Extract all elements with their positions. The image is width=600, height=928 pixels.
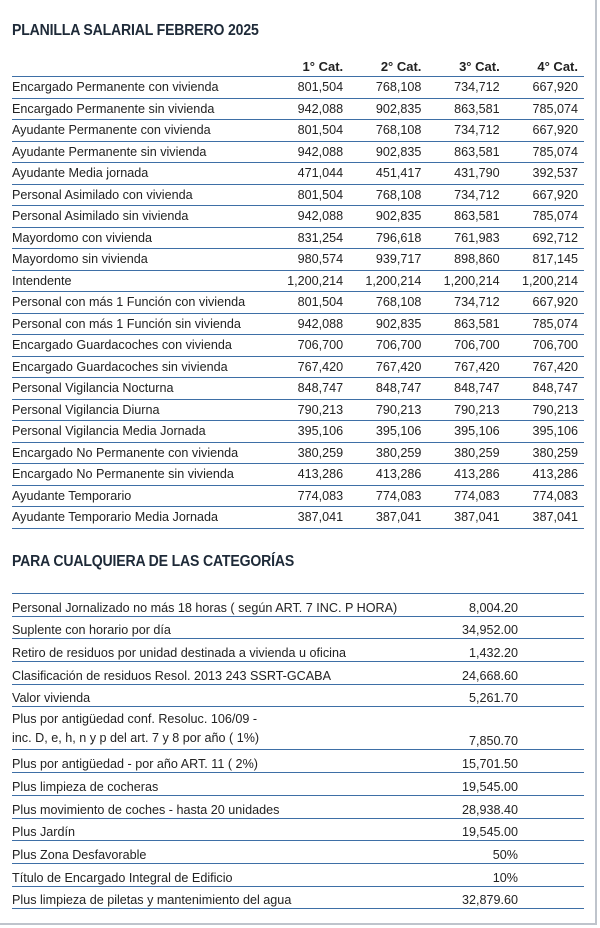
concept-value: 10% xyxy=(442,863,518,886)
salary-cat-2: 768,108 xyxy=(349,184,427,206)
salary-cat-3: 734,712 xyxy=(427,120,505,142)
table-row xyxy=(12,818,584,841)
salary-cat-2: 413,286 xyxy=(349,464,427,486)
salary-cat-4: 395,106 xyxy=(506,421,584,443)
table-row xyxy=(12,886,584,909)
row-label: Personal con más 1 Función sin vivienda xyxy=(12,313,271,335)
salary-cat-3: 848,747 xyxy=(427,378,505,400)
row-label: Ayudante Temporario Media Jornada xyxy=(12,507,271,529)
salary-cat-3: 863,581 xyxy=(427,141,505,163)
salary-cat-3: 790,213 xyxy=(427,399,505,421)
concept-value: 28,938.40 xyxy=(442,795,518,818)
salary-cat-4: 667,920 xyxy=(506,292,584,314)
salary-cat-4: 785,074 xyxy=(506,141,584,163)
salary-cat-1: 767,420 xyxy=(271,356,349,378)
salary-cat-2: 902,835 xyxy=(349,98,427,120)
salary-cat-2: 790,213 xyxy=(349,399,427,421)
concept-label: Valor vivienda xyxy=(12,684,442,707)
row-label: Personal con más 1 Función con vivienda xyxy=(12,292,271,314)
concept-label: Plus limpieza de cocheras xyxy=(12,773,442,796)
table-row xyxy=(12,270,584,292)
concept-label: Suplente con horario por día xyxy=(12,616,442,639)
salary-cat-4: 387,041 xyxy=(506,507,584,529)
table-row xyxy=(12,662,584,685)
header-cat-1: 1° Cat. xyxy=(271,56,349,77)
salary-cat-4: 706,700 xyxy=(506,335,584,357)
spacer-cell xyxy=(518,818,584,841)
salary-cat-1: 801,504 xyxy=(271,184,349,206)
salary-cat-4: 774,083 xyxy=(506,485,584,507)
salary-cat-1: 848,747 xyxy=(271,378,349,400)
table-row xyxy=(12,120,584,142)
table-row xyxy=(12,335,584,357)
table-row xyxy=(12,356,584,378)
all-categories-table xyxy=(12,593,584,909)
salary-cat-1: 801,504 xyxy=(271,77,349,99)
salary-cat-3: 734,712 xyxy=(427,77,505,99)
concept-label: Personal Jornalizado no más 18 horas ( según ART. 7 INC. P HORA) xyxy=(12,594,442,617)
table-row xyxy=(12,206,584,228)
table-row xyxy=(12,163,584,185)
salary-cat-4: 785,074 xyxy=(506,206,584,228)
table-row xyxy=(12,863,584,886)
salary-cat-2: 768,108 xyxy=(349,77,427,99)
table-row xyxy=(12,313,584,335)
salary-cat-3: 734,712 xyxy=(427,184,505,206)
spacer-cell xyxy=(518,639,584,662)
header-cat-4: 4° Cat. xyxy=(506,56,584,77)
concept-label: Plus Zona Desfavorable xyxy=(12,841,442,864)
salary-cat-1: 413,286 xyxy=(271,464,349,486)
table-row xyxy=(12,292,584,314)
row-label: Intendente xyxy=(12,270,271,292)
table-row xyxy=(12,399,584,421)
header-label-col xyxy=(12,56,271,77)
concept-value: 8,004.20 xyxy=(442,594,518,617)
salary-cat-3: 761,983 xyxy=(427,227,505,249)
salary-cat-1: 831,254 xyxy=(271,227,349,249)
table-row xyxy=(12,77,584,99)
concept-label xyxy=(12,707,442,750)
salary-cat-4: 848,747 xyxy=(506,378,584,400)
salary-cat-3: 863,581 xyxy=(427,206,505,228)
table-row xyxy=(12,594,584,617)
table-row xyxy=(12,707,584,750)
concept-label: Título de Encargado Integral de Edificio xyxy=(12,863,442,886)
table-row xyxy=(12,378,584,400)
row-label: Personal Vigilancia Nocturna xyxy=(12,378,271,400)
concept-label: Plus por antigüedad - por año ART. 11 ( 2%) xyxy=(12,750,442,773)
header-cat-2: 2° Cat. xyxy=(349,56,427,77)
spacer-cell xyxy=(518,795,584,818)
salary-cat-2: 380,259 xyxy=(349,442,427,464)
row-label: Personal Asimilado con vivienda xyxy=(12,184,271,206)
table-row xyxy=(12,795,584,818)
table-row xyxy=(12,841,584,864)
table-row xyxy=(12,750,584,773)
salary-cat-4: 790,213 xyxy=(506,399,584,421)
all-categories-title: PARA CUALQUIERA DE LAS CATEGORÍAS xyxy=(12,553,295,570)
salary-cat-1: 706,700 xyxy=(271,335,349,357)
concept-label-line-2: inc. D, e, h, n y p del art. 7 y 8 por año ( 1%) xyxy=(12,731,260,746)
concept-value: 5,261.70 xyxy=(442,684,518,707)
table-row xyxy=(12,639,584,662)
spacer-cell xyxy=(518,662,584,685)
salary-cat-1: 471,044 xyxy=(271,163,349,185)
concept-value: 34,952.00 xyxy=(442,616,518,639)
table-row xyxy=(12,485,584,507)
salary-cat-3: 387,041 xyxy=(427,507,505,529)
concept-value: 50% xyxy=(442,841,518,864)
salary-cat-2: 387,041 xyxy=(349,507,427,529)
table-row xyxy=(12,184,584,206)
table-row xyxy=(12,684,584,707)
spacer-cell xyxy=(518,750,584,773)
table-row xyxy=(12,442,584,464)
concept-value: 1,432.20 xyxy=(442,639,518,662)
salary-cat-4: 817,145 xyxy=(506,249,584,271)
row-label: Encargado Guardacoches sin vivienda xyxy=(12,356,271,378)
row-label: Encargado Permanente sin vivienda xyxy=(12,98,271,120)
row-label: Encargado Guardacoches con vivienda xyxy=(12,335,271,357)
salary-cat-4: 767,420 xyxy=(506,356,584,378)
salary-cat-3: 413,286 xyxy=(427,464,505,486)
salary-table xyxy=(12,56,584,529)
spacer-cell xyxy=(518,886,584,909)
salary-cat-4: 785,074 xyxy=(506,313,584,335)
salary-cat-1: 942,088 xyxy=(271,206,349,228)
spacer-cell xyxy=(518,773,584,796)
table-row xyxy=(12,616,584,639)
salary-cat-1: 774,083 xyxy=(271,485,349,507)
concept-value: 7,850.70 xyxy=(442,707,518,750)
spacer-cell xyxy=(518,616,584,639)
header-cat-3: 3° Cat. xyxy=(427,56,505,77)
salary-cat-2: 902,835 xyxy=(349,141,427,163)
salary-cat-4: 392,537 xyxy=(506,163,584,185)
salary-cat-2: 939,717 xyxy=(349,249,427,271)
concept-value: 19,545.00 xyxy=(442,773,518,796)
salary-cat-1: 801,504 xyxy=(271,120,349,142)
salary-cat-3: 431,790 xyxy=(427,163,505,185)
spacer-cell xyxy=(518,684,584,707)
salary-cat-1: 980,574 xyxy=(271,249,349,271)
table-row xyxy=(12,773,584,796)
salary-cat-1: 380,259 xyxy=(271,442,349,464)
row-label: Ayudante Permanente con vivienda xyxy=(12,120,271,142)
concept-value: 19,545.00 xyxy=(442,818,518,841)
spacer-cell xyxy=(518,863,584,886)
spacer-cell xyxy=(518,707,584,750)
row-label: Encargado No Permanente sin vivienda xyxy=(12,464,271,486)
concept-label-line-1: Plus por antigüedad conf. Resoluc. 106/09 - xyxy=(12,712,258,727)
row-label: Personal Vigilancia Media Jornada xyxy=(12,421,271,443)
salary-cat-2: 451,417 xyxy=(349,163,427,185)
salary-cat-2: 768,108 xyxy=(349,120,427,142)
salary-cat-3: 706,700 xyxy=(427,335,505,357)
salary-cat-3: 1,200,214 xyxy=(427,270,505,292)
table-row xyxy=(12,421,584,443)
salary-cat-3: 863,581 xyxy=(427,98,505,120)
salary-cat-3: 767,420 xyxy=(427,356,505,378)
concept-value: 32,879.60 xyxy=(442,886,518,909)
concept-label: Plus Jardín xyxy=(12,818,442,841)
salary-cat-4: 785,074 xyxy=(506,98,584,120)
salary-cat-3: 774,083 xyxy=(427,485,505,507)
row-label: Encargado No Permanente con vivienda xyxy=(12,442,271,464)
row-label: Ayudante Permanente sin vivienda xyxy=(12,141,271,163)
salary-cat-1: 942,088 xyxy=(271,98,349,120)
row-label: Encargado Permanente con vivienda xyxy=(12,77,271,99)
concept-label: Retiro de residuos por unidad destinada a vivienda u oficina xyxy=(12,639,442,662)
concept-label: Plus movimiento de coches - hasta 20 unidades xyxy=(12,795,442,818)
salary-cat-4: 1,200,214 xyxy=(506,270,584,292)
spacer-cell xyxy=(518,594,584,617)
salary-table-header xyxy=(12,56,584,77)
salary-cat-1: 942,088 xyxy=(271,313,349,335)
salary-cat-2: 902,835 xyxy=(349,206,427,228)
concept-label: Clasificación de residuos Resol. 2013 243 SSRT-GCABA xyxy=(12,662,442,685)
salary-cat-2: 1,200,214 xyxy=(349,270,427,292)
salary-cat-4: 380,259 xyxy=(506,442,584,464)
table-row xyxy=(12,464,584,486)
salary-cat-1: 801,504 xyxy=(271,292,349,314)
salary-cat-2: 848,747 xyxy=(349,378,427,400)
table-row xyxy=(12,227,584,249)
row-label: Ayudante Media jornada xyxy=(12,163,271,185)
salary-cat-3: 395,106 xyxy=(427,421,505,443)
salary-cat-2: 796,618 xyxy=(349,227,427,249)
table-row xyxy=(12,249,584,271)
salary-cat-4: 667,920 xyxy=(506,77,584,99)
salary-cat-2: 395,106 xyxy=(349,421,427,443)
row-label: Mayordomo con vivienda xyxy=(12,227,271,249)
row-label: Ayudante Temporario xyxy=(12,485,271,507)
row-label: Personal Vigilancia Diurna xyxy=(12,399,271,421)
row-label: Mayordomo sin vivienda xyxy=(12,249,271,271)
salary-cat-2: 768,108 xyxy=(349,292,427,314)
row-label: Personal Asimilado sin vivienda xyxy=(12,206,271,228)
salary-cat-2: 774,083 xyxy=(349,485,427,507)
concept-value: 24,668.60 xyxy=(442,662,518,685)
salary-cat-3: 380,259 xyxy=(427,442,505,464)
table-row xyxy=(12,98,584,120)
spacer-cell xyxy=(518,841,584,864)
salary-cat-1: 790,213 xyxy=(271,399,349,421)
salary-cat-1: 942,088 xyxy=(271,141,349,163)
salary-cat-2: 902,835 xyxy=(349,313,427,335)
salary-cat-3: 898,860 xyxy=(427,249,505,271)
salary-cat-1: 387,041 xyxy=(271,507,349,529)
salary-cat-3: 734,712 xyxy=(427,292,505,314)
salary-cat-4: 667,920 xyxy=(506,184,584,206)
salary-cat-3: 863,581 xyxy=(427,313,505,335)
table-row xyxy=(12,507,584,529)
concept-label: Plus limpieza de piletas y mantenimiento del agua xyxy=(12,886,442,909)
salary-cat-4: 692,712 xyxy=(506,227,584,249)
salary-cat-2: 767,420 xyxy=(349,356,427,378)
salary-cat-4: 413,286 xyxy=(506,464,584,486)
salary-cat-4: 667,920 xyxy=(506,120,584,142)
salary-table-title: PLANILLA SALARIAL FEBRERO 2025 xyxy=(12,22,259,39)
salary-cat-2: 706,700 xyxy=(349,335,427,357)
table-row xyxy=(12,141,584,163)
concept-value: 15,701.50 xyxy=(442,750,518,773)
salary-cat-1: 1,200,214 xyxy=(271,270,349,292)
salary-cat-1: 395,106 xyxy=(271,421,349,443)
